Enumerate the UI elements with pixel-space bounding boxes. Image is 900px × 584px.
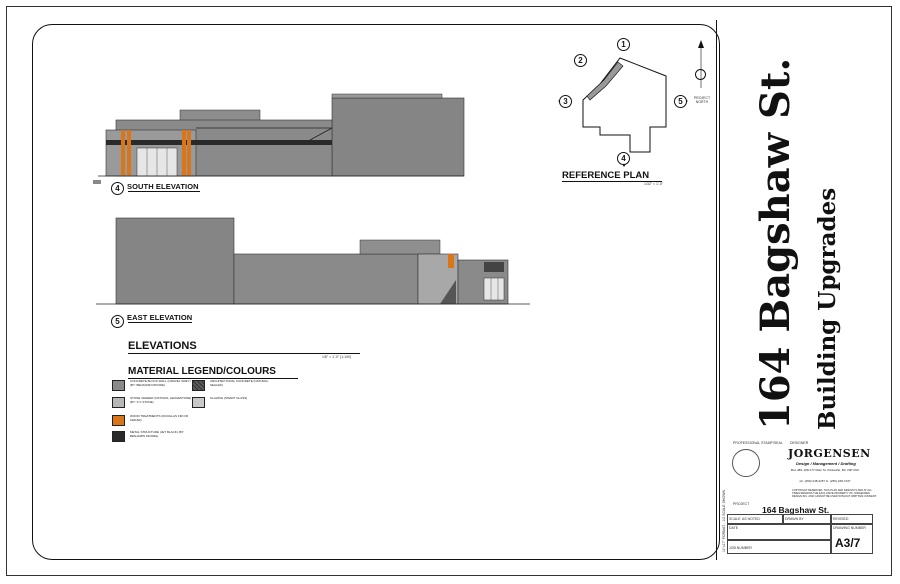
plan-marker-5: 5 bbox=[674, 95, 687, 108]
plan-marker-2: 2 bbox=[574, 54, 587, 67]
legend-text-metal: METAL STRUCTURE (JET BLACK) (BY: BENJAMIN MOORE) bbox=[130, 430, 185, 438]
address-title: 164 Bagshaw St. bbox=[752, 57, 799, 430]
legend-swatch-metal bbox=[112, 431, 125, 442]
firm-address: Box 489, 208-177 Main St. Parksville, BC V9P 2G6 bbox=[791, 468, 859, 472]
sheet-number: A3/7 bbox=[835, 536, 861, 550]
drawing-number-label: DRAWING NUMBER bbox=[833, 526, 866, 530]
elevations-scale: 1/8" = 1'-0" (1:100) bbox=[322, 355, 352, 359]
north-arrow-icon bbox=[695, 69, 706, 80]
job-label: JOB NUMBER bbox=[729, 546, 752, 550]
professional-stamp bbox=[732, 449, 760, 477]
project-label: PROJECT bbox=[733, 502, 750, 506]
drawn-label: DRAWN BY bbox=[785, 517, 804, 521]
south-elevation-label: SOUTH ELEVATION bbox=[127, 182, 199, 191]
legend-text-glazing: GLAZING (SMART GLASS) bbox=[210, 396, 248, 400]
reference-plan-label: REFERENCE PLAN bbox=[562, 170, 650, 181]
legend-text-stone-veneer: STONE VENEER (NATURAL LEDGESTONE) (BY: X.C STONE) bbox=[130, 396, 192, 404]
east-elevation-marker: 5 bbox=[111, 315, 124, 328]
elevations-title-underline bbox=[128, 353, 360, 354]
firm-phone: ph. (250) 248-3257 fx. (250) 248-7437 bbox=[799, 479, 851, 483]
legend-swatch-stone-veneer bbox=[112, 397, 125, 408]
project-subtitle: Building Upgrades bbox=[814, 187, 841, 430]
project-name: 164 Bagshaw St. bbox=[762, 505, 830, 515]
firm-name: JORGENSEN bbox=[788, 447, 871, 460]
legend-text-arch-concrete: ARCHITECTURAL CONCRETE (NATURAL SEALED) bbox=[210, 379, 269, 387]
designer-label: DESIGNER bbox=[790, 441, 809, 445]
legend-swatch-glazing bbox=[192, 397, 205, 408]
plan-marker-3: 3 bbox=[559, 95, 572, 108]
south-elevation-underline bbox=[128, 191, 200, 192]
stamp-label: PROFESSIONAL STAMP/SEAL bbox=[733, 441, 783, 445]
south-elevation-drawing bbox=[93, 94, 464, 184]
print-note: 11"x17" FORMAT - 1/2 SCALE SHOWN bbox=[722, 489, 726, 552]
legend-swatch-concrete-block bbox=[112, 380, 125, 391]
reference-plan-scale: 1/32" = 1'-0" bbox=[644, 182, 664, 186]
scale-value: AS NOTED bbox=[742, 517, 760, 521]
plan-marker-1: 1 bbox=[617, 38, 630, 51]
south-elevation-marker: 4 bbox=[111, 182, 124, 195]
copyright-notice: COPYRIGHT RESERVED. THIS PLAN AND DESIGN IS AND AT ALL TIMES REMAINS THE EXCLUSIVE PROPERTY OF JORGENSEN DESIGN INC. AND CANNOT BE USED WITHOUT WRITTEN CONSENT. bbox=[792, 489, 877, 498]
firm-tagline: Design / Management / Drafting bbox=[796, 461, 856, 466]
legend-swatch-arch-concrete bbox=[192, 380, 205, 391]
plan-marker-4: 4 bbox=[617, 152, 630, 165]
revised-label: REVISED bbox=[833, 517, 849, 521]
legend-text-wood: WOOD TREATMENTS (DOUGLAS FIR OR CEDAR) bbox=[130, 414, 189, 422]
legend-text-concrete-block: CONCRETE BLOCK WALL (GRAVEL GREY) (BY: BENJAMIN MOORE) bbox=[130, 379, 191, 387]
scale-label: SCALE bbox=[729, 517, 741, 521]
east-elevation-label: EAST ELEVATION bbox=[127, 313, 193, 322]
legend-swatch-wood bbox=[112, 415, 125, 426]
east-elevation-drawing bbox=[96, 218, 530, 304]
date-cell bbox=[727, 524, 831, 540]
north-label: PROJECT NORTH bbox=[693, 96, 711, 104]
legend-title: MATERIAL LEGEND/COLOURS bbox=[128, 366, 276, 377]
east-elevation-underline bbox=[128, 322, 192, 323]
date-label: DATE bbox=[729, 526, 739, 530]
elevations-title: ELEVATIONS bbox=[128, 340, 197, 352]
